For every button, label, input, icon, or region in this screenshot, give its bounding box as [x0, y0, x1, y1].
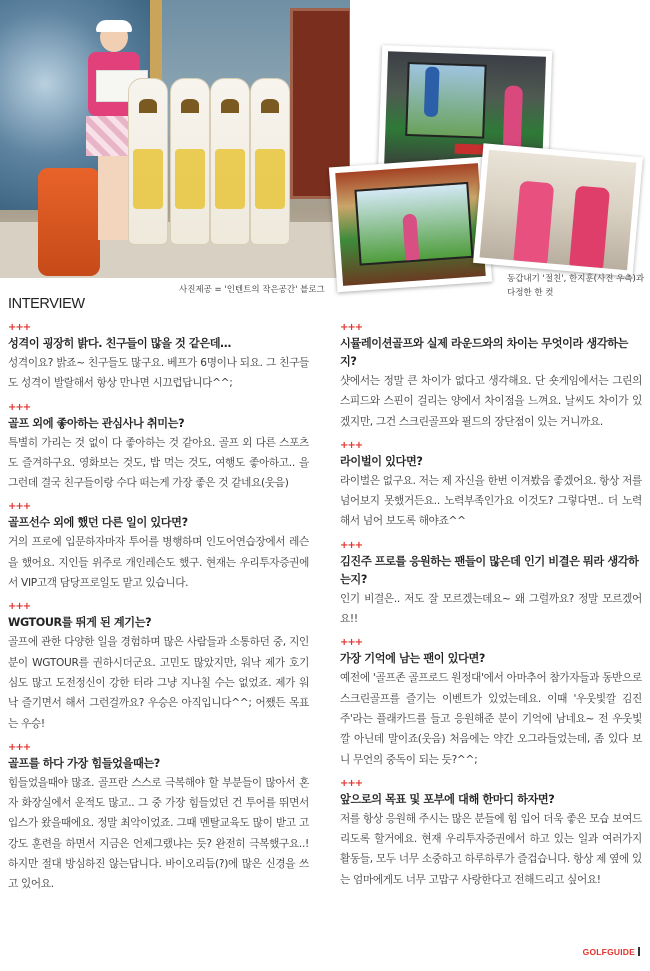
question: 라이벌이 있다면? — [340, 454, 423, 468]
qa-block — [8, 400, 309, 494]
magazine-name: GOLFGUIDE — [582, 947, 635, 957]
question: 골프 외에 좋아하는 관심사나 취미는? — [8, 416, 185, 430]
question: WGTOUR를 뛰게 된 계기는? — [8, 616, 152, 630]
answer: 힘들었을때야 많죠. 골프란 스스로 극복해야 할 부분들이 많아서 혼자 화장실에서 운적도 많고.. 그 중 가장 힘들었던 건 투어를 뛰면서 입스가 왔을때에요. 정말 최악이었죠. 그때 멘탈교육도 많이 받고 고강도 훈련을 하면서 지금은 언제그랬냐는 듯? 완전히 극복했구요..! 하지만 절대 방심하진 않는답니다. 바이오리듬(?)에 많은 신경을 쓰고 있어요. — [8, 776, 309, 891]
question: 시뮬레이션골프와 실제 라운드와의 차이는 무엇이라 생각하는지? — [340, 337, 629, 368]
question: 김진주 프로를 응원하는 팬들이 많은데 인기 비결은 뭐라 생각하는지? — [340, 554, 639, 586]
question-marker: +++ — [8, 741, 31, 753]
question: 앞으로의 목표 및 포부에 대해 한마디 하자면? — [340, 792, 555, 806]
question-marker: +++ — [340, 439, 363, 451]
question-marker: +++ — [8, 322, 31, 333]
interview-right-column — [340, 320, 642, 896]
answer: 예전에 '골프존 골프로드 원정대'에서 아마추어 참가자들과 동반으로 스크린골프를 즐기는 이벤트가 있었는데요. 이때 '우웃빛깔 김진주'라는 플래카드를 들고 응원해준 분이 기억에 남네요~ 전 우웃빛깔 아닌데 말이죠(웃음) 처음에는 약간 오그라들었는데, 좀 있다 보니 무언의 중독이 되는 듯?^^; — [340, 672, 642, 766]
qa-block — [340, 635, 642, 769]
footer-divider — [638, 947, 640, 956]
answer: 성격이요? 밝죠~ 친구들도 많구요. 베프가 6명이나 되요. 그 친구들도 성격이 발랄해서 항상 만나면 시끄럽답니다^^; — [8, 357, 309, 390]
main-photo — [0, 0, 350, 278]
golf-bag — [250, 78, 290, 245]
question-marker: +++ — [8, 501, 31, 513]
qa-block — [340, 538, 642, 630]
friends-photo-caption: 동갑내기 '절친', 한지훈(사진 우측)과 다정한 한 컷 — [507, 274, 645, 298]
question: 골프선수 외에 했던 다른 일이 있다면? — [8, 516, 188, 530]
page-footer — [583, 947, 640, 957]
golf-bag — [170, 78, 210, 245]
question: 가장 기억에 남는 팬이 있다면? — [340, 652, 485, 666]
answer: 특별히 가리는 것 없이 다 좋아하는 것 같아요. 골프 외 다른 스포츠도 즐겨하구요. 영화보는 것도, 밥 먹는 것도, 여행도 좋아하고.. 을 그런데 결국 친구들이랑 수다 떠는게 가장 좋은 것 같네요(웃음) — [8, 436, 309, 490]
simulator-photo — [329, 157, 492, 293]
answer: 샷에서는 정말 큰 차이가 없다고 생각해요. 단 숏게임에서는 그린의 스피드와 스핀이 걸리는 양에서 차이점을 느껴요. 날씨도 차이가 있겠지만, 그건 스크린골프와 필드의 장단점이 있는 거니까요. — [340, 375, 642, 428]
answer: 거의 프로에 입문하자마자 투어를 병행하며 인도어연습장에서 레슨을 했어요. 지인들 위주로 개인레슨도 했구. 현재는 우리투자증권에서 VIP고객 담당프로일도 맡고 있습니다. — [8, 536, 309, 590]
question-marker: +++ — [8, 601, 31, 613]
qa-block — [340, 776, 642, 890]
golf-bag — [210, 78, 250, 245]
answer: 골프에 관한 다양한 일을 경험하며 많은 사람들과 소통하던 중, 지인분이 WGTOUR를 권하시더군요. 고민도 많았지만, 워낙 제가 호기심도 많고 도전정신이 강한 터라 그냥 지나칠 수는 없었죠. 제가 워낙 즐기면서 해서 그런걸까요? 우승은 아직입니다^^; 어쨌든 목표는 우승! — [8, 636, 309, 730]
main-photo-caption: 사진제공 = '인텐트의 작은공간' 블로그 — [179, 285, 325, 295]
interview-left-column — [8, 320, 309, 901]
question-marker: +++ — [340, 539, 363, 551]
question-marker: +++ — [340, 637, 363, 649]
question-marker: +++ — [340, 777, 363, 789]
question-marker: +++ — [340, 322, 363, 333]
friends-photo — [473, 143, 643, 276]
answer: 저를 항상 응원해 주시는 많은 분들에 힘 입어 더욱 좋은 모습 보여드리도록 할거에요. 현재 우리투자증권에서 하고 있는 일과 여러가지 활동들, 모두 너무 소중하고 하루하루가 즐겁습니다. 항상 제 옆에 있는 엄마에게도 너무 고맙구 사랑한다고 전해드리고 싶어요! — [340, 812, 642, 886]
qa-block — [8, 320, 309, 394]
question-marker: +++ — [8, 401, 31, 413]
qa-block — [8, 740, 309, 895]
qa-block — [8, 499, 309, 593]
question: 성격이 굉장히 밝다. 친구들이 많을 것 같은데… — [8, 337, 231, 350]
section-title: INTERVIEW — [8, 296, 85, 312]
qa-block — [8, 599, 309, 733]
answer: 인기 비결은.. 저도 잘 모르겠는데요~ 왜 그럴까요? 정말 모르겠어요!! — [340, 592, 642, 626]
qa-block — [340, 320, 642, 432]
golf-bag — [128, 78, 168, 245]
qa-block — [340, 438, 642, 532]
answer: 라이벌은 없구요. 저는 제 자신을 한번 이겨봤음 좋겠어요. 항상 저를 넘어보지 못했거든요.. 노력부족인가요 이것도? 그렇다면.. 더 노력해서 넘어 보도록 해야죠^^ — [340, 474, 642, 528]
question: 골프를 하다 가장 힘들었을때는? — [8, 756, 160, 770]
